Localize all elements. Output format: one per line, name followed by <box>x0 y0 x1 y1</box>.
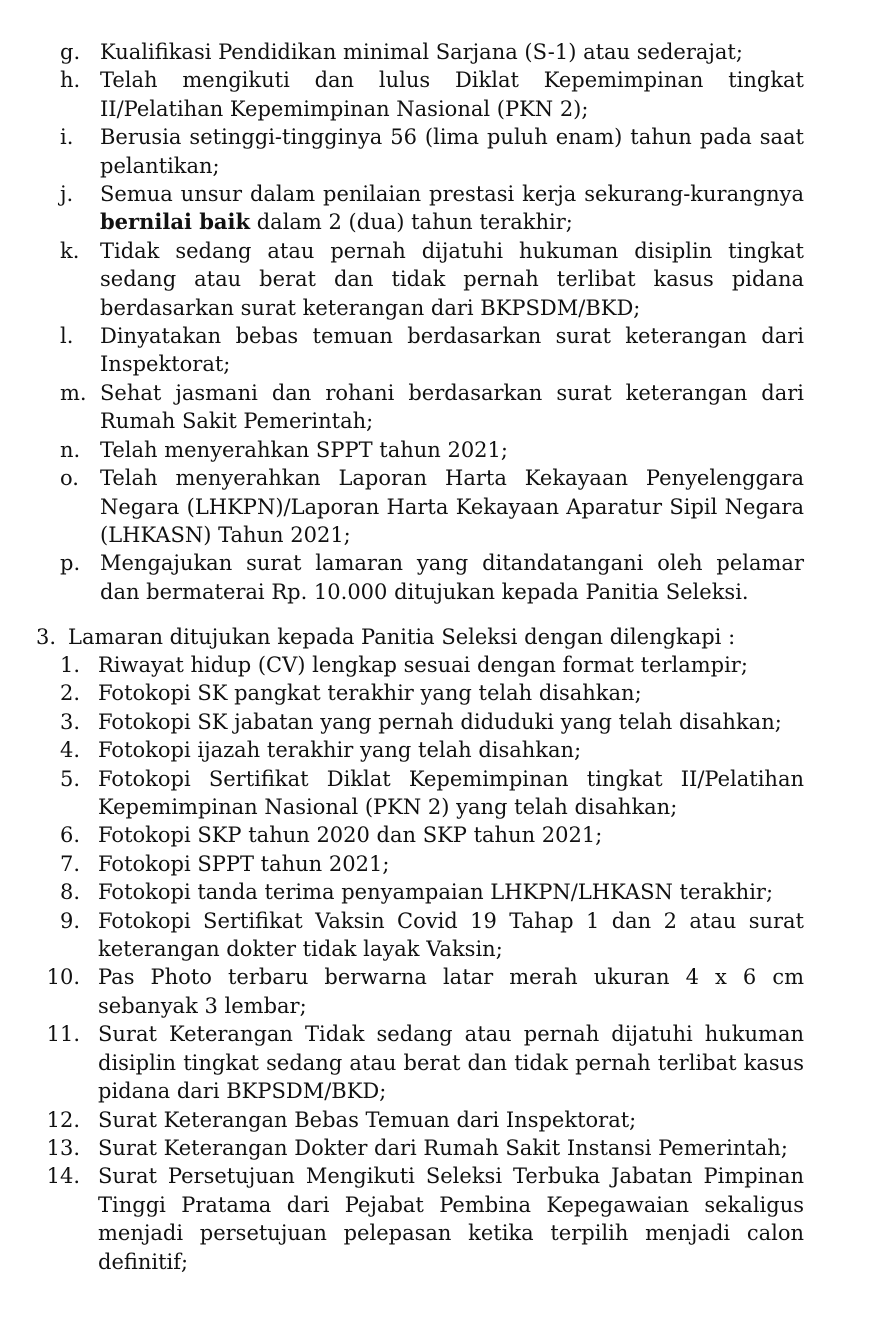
section-heading-text: Lamaran ditujukan kepada Panitia Seleksi dengan dilengkapi : <box>68 625 736 649</box>
list-item <box>0 765 880 822</box>
item-text: Surat Keterangan Tidak sedang atau pernah dijatuhi hukuman disiplin tingkat sedang atau berat dan tidak pernah terlibat kasus pidana dari BKPSDM/BKD; <box>98 1022 804 1104</box>
requirement-sublist <box>0 38 880 606</box>
item-text: Berusia setinggi-tingginya 56 (lima puluh enam) tahun pada saat pelantikan; <box>100 125 804 178</box>
list-item <box>0 180 880 237</box>
list-item <box>0 38 880 66</box>
item-text <box>100 180 880 237</box>
list-item <box>0 237 880 322</box>
list-item <box>0 379 880 436</box>
list-item <box>0 549 880 606</box>
item-number: 7. <box>59 851 80 876</box>
item-text: Dinyatakan bebas temuan berdasarkan surat keterangan dari Inspektorat; <box>100 324 804 377</box>
item-text: Telah menyerahkan Laporan Harta Kekayaan Penyelenggara Negara (LHKPN)/Laporan Harta Kekayaan Aparatur Sipil Negara (LHKASN) Tahun 2021; <box>100 466 804 547</box>
item-text: Surat Persetujuan Mengikuti Seleksi Terbuka Jabatan Pimpinan Tinggi Pratama dari Pejabat Pembina Kepegawaian sekaligus menjadi persetujuan pelepasan ketika terpilih menjadi calon definitif; <box>98 1164 804 1274</box>
item-number: 11. <box>46 1022 80 1047</box>
item-text: Surat Keterangan Bebas Temuan dari Inspektorat; <box>98 1107 637 1132</box>
list-item <box>0 651 880 679</box>
item-marker: k. <box>60 238 80 263</box>
item-text-before: Semua unsur dalam penilaian prestasi kerja sekurang-kurangnya <box>100 182 804 207</box>
item-number: 9. <box>59 908 80 933</box>
section-number: 3. <box>36 625 57 649</box>
list-item <box>0 1020 880 1105</box>
item-text: Telah mengikuti dan lulus Diklat Kepemimpinan tingkat II/Pelatihan Kepemimpinan Nasional (PKN 2); <box>100 68 804 121</box>
list-item <box>0 878 880 906</box>
list-item <box>0 123 880 180</box>
item-marker: o. <box>60 466 79 491</box>
item-number: 14. <box>46 1164 80 1189</box>
list-item <box>0 1106 880 1134</box>
item-text: Sehat jasmani dan rohani berdasarkan surat keterangan dari Rumah Sakit Pemerintah; <box>100 380 804 434</box>
item-marker: m. <box>60 380 87 405</box>
list-item <box>0 1134 880 1162</box>
item-number: 12. <box>46 1107 80 1132</box>
item-text: Surat Keterangan Dokter dari Rumah Sakit Instansi Pemerintah; <box>98 1135 788 1160</box>
list-item <box>0 436 880 464</box>
list-item <box>0 821 880 849</box>
item-number: 10. <box>46 965 80 990</box>
list-item <box>0 850 880 878</box>
item-text-after: dalam 2 (dua) tahun terakhir; <box>256 210 573 235</box>
item-text: Mengajukan surat lamaran yang ditandatangani oleh pelamar dan bermaterai Rp. 10.000 ditujukan kepada Panitia Seleksi. <box>100 551 804 604</box>
list-item <box>0 1162 880 1276</box>
item-marker: h. <box>60 68 81 93</box>
list-item <box>0 708 880 736</box>
list-item <box>0 907 880 964</box>
list-item <box>0 322 880 379</box>
item-text: Fotokopi tanda terima penyampaian LHKPN/LHKASN terakhir; <box>98 880 774 905</box>
list-item <box>0 736 880 764</box>
item-number: 3. <box>59 709 80 734</box>
bold-phrase: bernilai baik <box>100 209 251 235</box>
list-item <box>0 464 880 549</box>
list-item <box>0 66 880 123</box>
item-text: Kualifikasi Pendidikan minimal Sarjana (S-1) atau sederajat; <box>100 40 743 64</box>
item-text: Fotokopi Sertifikat Vaksin Covid 19 Tahap 1 dan 2 atau surat keterangan dokter tidak layak Vaksin; <box>98 908 804 962</box>
list-item <box>0 963 880 1020</box>
item-number: 2. <box>59 681 80 706</box>
item-marker: l. <box>60 324 74 349</box>
item-number: 4. <box>59 738 80 763</box>
item-marker: g. <box>60 40 81 64</box>
item-number: 1. <box>59 653 80 677</box>
item-text: Pas Photo terbaru berwarna latar merah ukuran 4 x 6 cm sebanyak 3 lembar; <box>98 965 804 1018</box>
item-number: 13. <box>46 1135 80 1160</box>
item-text: Fotokopi SK jabatan yang pernah diduduki yang telah disahkan; <box>98 709 782 734</box>
item-text: Fotokopi SKP tahun 2020 dan SKP tahun 2021; <box>98 823 603 848</box>
item-marker: n. <box>60 437 81 462</box>
item-text: Fotokopi SPPT tahun 2021; <box>98 851 390 876</box>
item-text: Fotokopi ijazah terakhir yang telah disahkan; <box>98 738 582 763</box>
item-number: 6. <box>59 823 80 848</box>
item-marker: p. <box>60 551 81 576</box>
document-checklist <box>0 651 880 1276</box>
item-text: Tidak sedang atau pernah dijatuhi hukuman disiplin tingkat sedang atau berat dan tidak pernah terlibat kasus pidana berdasarkan surat keterangan dari BKPSDM/BKD; <box>100 238 804 320</box>
item-marker: i. <box>60 125 74 150</box>
item-marker: j. <box>60 182 74 207</box>
list-item <box>0 679 880 707</box>
section-heading <box>0 623 804 651</box>
item-text: Fotokopi Sertifikat Diklat Kepemimpinan tingkat II/Pelatihan Kepemimpinan Nasional (PKN 2) yang telah disahkan; <box>98 766 804 820</box>
item-number: 8. <box>59 880 80 905</box>
item-text: Telah menyerahkan SPPT tahun 2021; <box>100 437 508 462</box>
item-number: 5. <box>59 766 80 791</box>
item-text: Fotokopi SK pangkat terakhir yang telah disahkan; <box>98 681 642 706</box>
item-text: Riwayat hidup (CV) lengkap sesuai dengan format terlampir; <box>98 653 748 677</box>
